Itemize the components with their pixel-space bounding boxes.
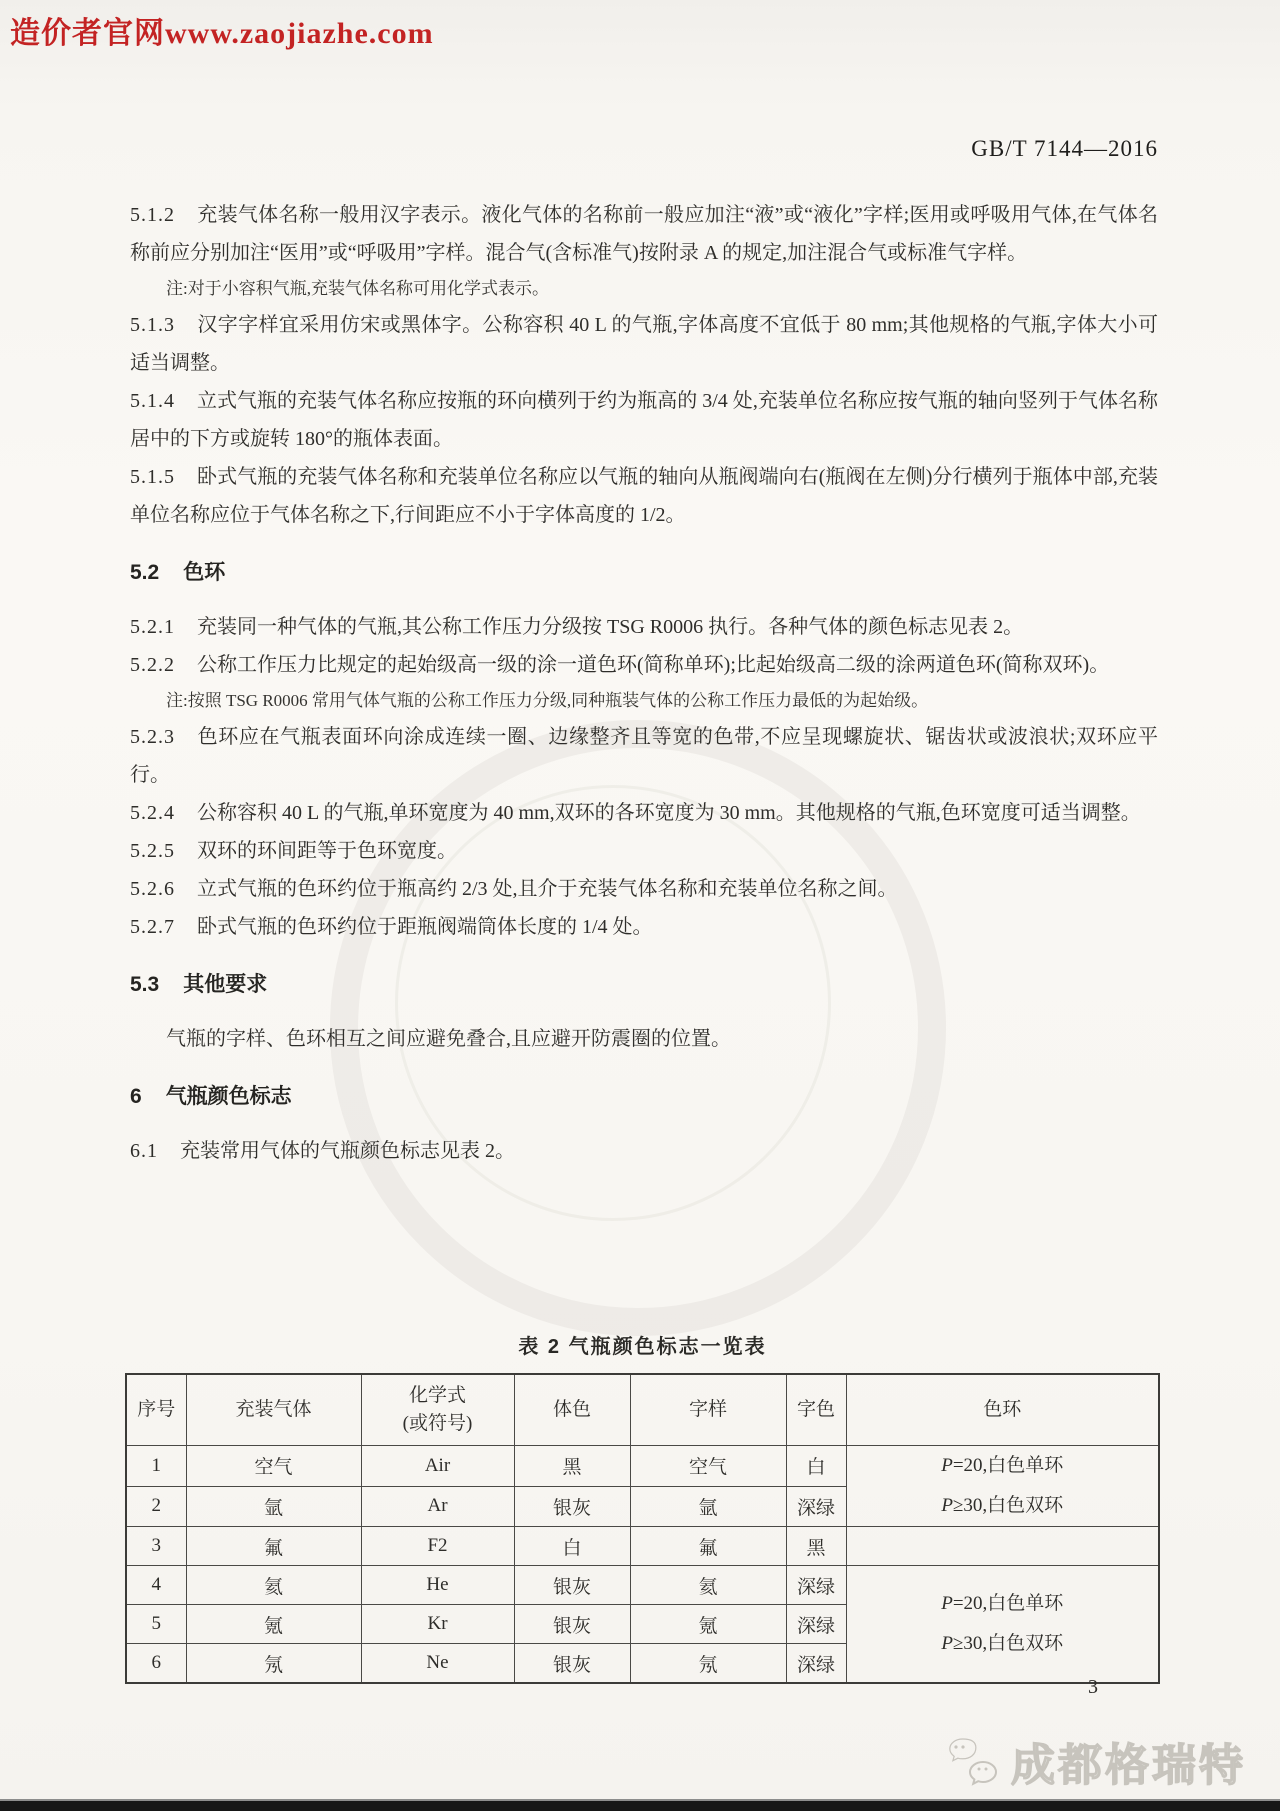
clause-5-1-2 [130, 196, 1158, 272]
clause-text: 色环应在气瓶表面环向涂成连续一圈、边缘整齐且等宽的色带,不应呈现螺旋状、锯齿状或波浪状;双环应平行。 [130, 726, 1158, 786]
heading-5-3 [130, 970, 1158, 1000]
cell-char-text: 氦 [630, 1566, 786, 1605]
clause-text: 卧式气瓶的色环约位于距瓶阀端筒体长度的 1/4 处。 [197, 916, 653, 938]
cell-char-color: 白 [786, 1446, 846, 1487]
clause-text: 充装同一种气体的气瓶,其公称工作压力分级按 TSG R0006 执行。各种气体的颜色标志见表 2。 [197, 616, 1024, 638]
heading-5-2 [130, 558, 1158, 588]
cell-formula: F2 [361, 1527, 514, 1566]
cell-seq: 4 [126, 1566, 186, 1605]
col-header-body-color: 体色 [514, 1374, 630, 1446]
ring-cell-rows-4-6 [846, 1566, 1159, 1684]
ring-line: P=20,白色单环 [941, 1593, 1064, 1614]
clause-text: 充装常用气体的气瓶颜色标志见表 2。 [180, 1140, 515, 1162]
ring-line: P=20,白色单环 [941, 1455, 1064, 1476]
clause-5-2-6 [130, 870, 1158, 908]
col-header-char-text: 字样 [630, 1374, 786, 1446]
cell-seq: 2 [126, 1486, 186, 1527]
cell-seq: 6 [126, 1644, 186, 1684]
cell-formula: He [361, 1566, 514, 1605]
heading-number: 5.2 [130, 561, 160, 584]
brand-watermark [943, 1729, 1246, 1793]
heading-text: 其他要求 [183, 973, 268, 996]
table-row [126, 1446, 1159, 1487]
clause-number: 5.2.1 [130, 616, 175, 638]
clause-text: 充装气体名称一般用汉字表示。液化气体的名称前一般应加注“液”或“液化”字样;医用或呼吸用气体,在气体名称前应分别加注“医用”或“呼吸用”字样。混合气(含标准气)按附录 A 的规定,加注混合气或标准气字样。 [130, 204, 1158, 264]
note-5-2: 注:按照 TSG R0006 常用气体气瓶的公称工作压力分级,同种瓶装气体的公称工作压力最低的为起始级。 [166, 691, 929, 710]
clause-number: 5.2.5 [130, 840, 175, 862]
table-caption: 表 2 气瓶颜色标志一览表 [518, 1336, 767, 1358]
cell-char-text: 氩 [630, 1486, 786, 1527]
clause-number: 5.1.4 [130, 390, 175, 412]
clause-5-2-4 [130, 794, 1158, 832]
cell-body-color: 银灰 [514, 1566, 630, 1605]
clause-text: 立式气瓶的充装气体名称应按瓶的环向横列于约为瓶高的 3/4 处,充装单位名称应按气瓶的轴向竖列于气体名称居中的下方或旋转 180°的瓶体表面。 [130, 390, 1158, 450]
col-header-ring: 色环 [846, 1374, 1159, 1446]
cell-gas: 氖 [186, 1644, 361, 1684]
chat-bubbles-icon [943, 1734, 1005, 1788]
cell-body-color: 黑 [514, 1446, 630, 1487]
paragraph-5-3: 气瓶的字样、色环相互之间应避免叠合,且应避开防震圈的位置。 [166, 1028, 731, 1050]
cell-char-color: 深绿 [786, 1486, 846, 1527]
brand-name: 成都格瑞特 [1011, 1741, 1246, 1790]
cell-seq: 5 [126, 1605, 186, 1644]
cell-char-color: 黑 [786, 1527, 846, 1566]
table-2-block [125, 1330, 1160, 1684]
table-row [126, 1566, 1159, 1605]
clause-5-2-1 [130, 608, 1158, 646]
clause-6-1 [130, 1132, 1158, 1170]
cell-seq: 3 [126, 1527, 186, 1566]
clause-number: 5.2.7 [130, 916, 175, 938]
heading-number: 6 [130, 1085, 142, 1108]
heading-text: 气瓶颜色标志 [165, 1085, 292, 1108]
clause-text: 公称工作压力比规定的起始级高一级的涂一道色环(简称单环);比起始级高二级的涂两道色环(简称双环)。 [197, 654, 1110, 676]
cell-body-color: 银灰 [514, 1486, 630, 1527]
clause-number: 5.1.3 [130, 314, 175, 336]
clause-number: 6.1 [130, 1140, 158, 1162]
cell-gas: 氪 [186, 1605, 361, 1644]
cell-body-color: 白 [514, 1527, 630, 1566]
clause-number: 5.2.3 [130, 726, 175, 748]
cell-gas: 氩 [186, 1486, 361, 1527]
ring-cell-rows-1-2 [846, 1446, 1159, 1527]
clause-5-2-7 [130, 908, 1158, 946]
clause-number: 5.2.2 [130, 654, 175, 676]
cell-formula: Ar [361, 1486, 514, 1527]
standard-number: GB/T 7144—2016 [971, 136, 1158, 161]
ring-line: P≥30,白色双环 [941, 1633, 1064, 1654]
note-5-1: 注:对于小容积气瓶,充装气体名称可用化学式表示。 [166, 279, 549, 298]
formula-line1: 化学式 [408, 1385, 466, 1406]
cell-char-text: 氖 [630, 1644, 786, 1684]
table-header-row [126, 1374, 1159, 1446]
col-header-char-color: 字色 [786, 1374, 846, 1446]
clause-text: 立式气瓶的色环约位于瓶高约 2/3 处,且介于充装气体名称和充装单位名称之间。 [197, 878, 898, 900]
clause-number: 5.1.2 [130, 204, 175, 226]
clause-5-2-5 [130, 832, 1158, 870]
col-header-formula [361, 1374, 514, 1446]
col-header-seq: 序号 [126, 1374, 186, 1446]
site-watermark: 造价者官网www.zaojiazhe.com [10, 17, 434, 50]
clause-number: 5.2.6 [130, 878, 175, 900]
cell-char-color: 深绿 [786, 1644, 846, 1684]
cell-gas: 氦 [186, 1566, 361, 1605]
cell-gas: 空气 [186, 1446, 361, 1487]
cell-char-color: 深绿 [786, 1566, 846, 1605]
cell-seq: 1 [126, 1446, 186, 1487]
cell-formula: Air [361, 1446, 514, 1487]
heading-6 [130, 1082, 1158, 1112]
cell-body-color: 银灰 [514, 1605, 630, 1644]
clause-5-2-2 [130, 646, 1158, 684]
cell-formula: Kr [361, 1605, 514, 1644]
bottom-dark-bar [0, 1799, 1280, 1811]
col-header-gas: 充装气体 [186, 1374, 361, 1446]
clause-text: 双环的环间距等于色环宽度。 [197, 840, 457, 862]
heading-number: 5.3 [130, 973, 160, 996]
clause-text: 汉字字样宜采用仿宋或黑体字。公称容积 40 L 的气瓶,字体高度不宜低于 80 mm;其他规格的气瓶,字体大小可适当调整。 [130, 314, 1158, 374]
ring-cell-row-3-empty [846, 1527, 1159, 1566]
clause-text: 卧式气瓶的充装气体名称和充装单位名称应以气瓶的轴向从瓶阀端向右(瓶阀在左侧)分行横列于瓶体中部,充装单位名称应位于气体名称之下,行间距应不小于字体高度的 1/2。 [130, 466, 1158, 526]
ring-line: P≥30,白色双环 [941, 1495, 1064, 1516]
cell-char-text: 氟 [630, 1527, 786, 1566]
clause-number: 5.1.5 [130, 466, 175, 488]
clause-text: 公称容积 40 L 的气瓶,单环宽度为 40 mm,双环的各环宽度为 30 mm。其他规格的气瓶,色环宽度可适当调整。 [197, 802, 1141, 824]
gas-cylinder-color-table [125, 1373, 1160, 1684]
page-number: 3 [1088, 1676, 1098, 1698]
cell-char-text: 氪 [630, 1605, 786, 1644]
document-body [130, 196, 1158, 1170]
heading-text: 色环 [183, 561, 226, 584]
clause-5-1-4 [130, 382, 1158, 458]
cell-body-color: 银灰 [514, 1644, 630, 1684]
clause-5-2-3 [130, 718, 1158, 794]
clause-5-1-3 [130, 306, 1158, 382]
cell-formula: Ne [361, 1644, 514, 1684]
cell-gas: 氟 [186, 1527, 361, 1566]
formula-line2: (或符号) [402, 1413, 473, 1434]
cell-char-color: 深绿 [786, 1605, 846, 1644]
table-row [126, 1527, 1159, 1566]
clause-5-1-5 [130, 458, 1158, 534]
cell-char-text: 空气 [630, 1446, 786, 1487]
clause-number: 5.2.4 [130, 802, 175, 824]
